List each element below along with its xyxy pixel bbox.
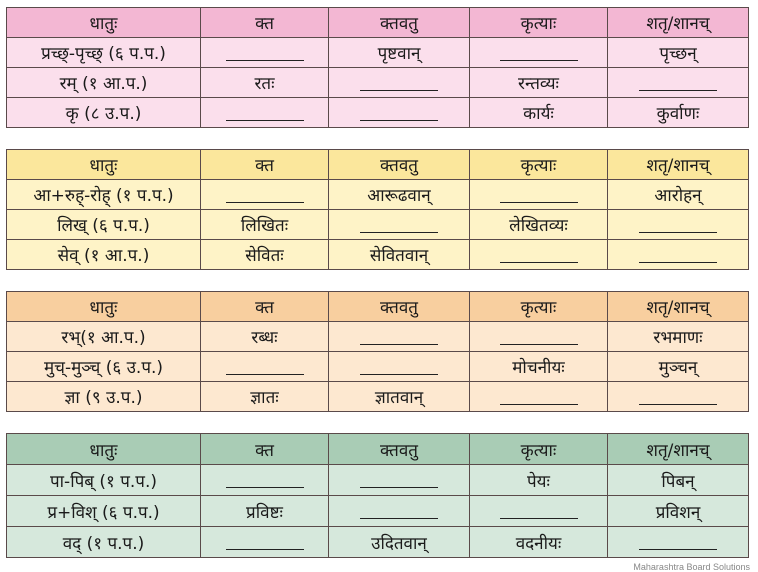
fill-in-blank [500,261,578,263]
cell-dhatu: वद् (१ प.प.) [7,527,201,558]
watermark-text: Maharashtra Board Solutions [633,562,750,572]
fill-in-blank [500,403,578,405]
cell-dhatu: सेव् (१ आ.प.) [7,240,201,270]
cell-shatru-shanach [608,240,749,270]
cell-krtya: कार्यः [470,98,608,128]
cell-ktavatu: उदितवान् [329,527,470,558]
column-header-dhatu: धातुः [7,434,201,465]
cell-krtya [470,240,608,270]
header-row [7,292,749,322]
cell-ktavatu [329,210,470,240]
verb-table-3 [6,291,749,412]
column-header-krtya: कृत्याः [470,292,608,322]
cell-ktavatu: आरूढवान् [329,180,470,210]
cell-kta: ज्ञातः [201,382,329,412]
cell-dhatu: प्रच्छ्-पृच्छ् (६ प.प.) [7,38,201,68]
cell-kta [201,352,329,382]
fill-in-blank [639,89,717,91]
fill-in-blank [226,373,304,375]
cell-ktavatu: ज्ञातवान् [329,382,470,412]
cell-kta [201,180,329,210]
table-row [7,382,749,412]
cell-dhatu: लिख् (६ प.प.) [7,210,201,240]
column-header-dhatu: धातुः [7,150,201,180]
fill-in-blank [360,343,438,345]
cell-ktavatu [329,322,470,352]
table-row [7,496,749,527]
table-row [7,465,749,496]
cell-ktavatu [329,68,470,98]
cell-ktavatu [329,496,470,527]
fill-in-blank [500,59,578,61]
column-header-kta: क्त [201,434,329,465]
fill-in-blank [639,231,717,233]
cell-shatru-shanach: मुञ्चन् [608,352,749,382]
column-header-dhatu: धातुः [7,8,201,38]
fill-in-blank [639,548,717,550]
fill-in-blank [360,231,438,233]
fill-in-blank [360,517,438,519]
cell-kta [201,38,329,68]
cell-dhatu: ज्ञा (९ उ.प.) [7,382,201,412]
fill-in-blank [360,486,438,488]
cell-shatru-shanach: पिबन् [608,465,749,496]
cell-ktavatu [329,98,470,128]
cell-shatru-shanach: पृच्छन् [608,38,749,68]
column-header-krtya: कृत्याः [470,150,608,180]
cell-krtya [470,322,608,352]
cell-dhatu: कृ (८ उ.प.) [7,98,201,128]
verb-table-4 [6,433,749,558]
cell-shatru-shanach: प्रविशन् [608,496,749,527]
cell-dhatu: आ+रुह्-रोह् (१ प.प.) [7,180,201,210]
column-header-shatru-shanach: शतृ/शानच् [608,8,749,38]
column-header-ktavatu: क्तवतु [329,434,470,465]
cell-dhatu: रम् (१ आ.प.) [7,68,201,98]
fill-in-blank [639,403,717,405]
table-row [7,240,749,270]
column-header-ktavatu: क्तवतु [329,8,470,38]
cell-kta: प्रविष्टः [201,496,329,527]
cell-krtya: वदनीयः [470,527,608,558]
cell-krtya: पेयः [470,465,608,496]
cell-ktavatu: सेवितवान् [329,240,470,270]
fill-in-blank [360,119,438,121]
cell-krtya: मोचनीयः [470,352,608,382]
cell-kta [201,527,329,558]
fill-in-blank [226,119,304,121]
cell-shatru-shanach: रभमाणः [608,322,749,352]
fill-in-blank [226,486,304,488]
table-row [7,180,749,210]
cell-dhatu: रभ्(१ आ.प.) [7,322,201,352]
cell-kta: सेवितः [201,240,329,270]
fill-in-blank [500,517,578,519]
cell-ktavatu [329,352,470,382]
cell-krtya [470,180,608,210]
fill-in-blank [360,373,438,375]
fill-in-blank [500,343,578,345]
fill-in-blank [226,548,304,550]
verb-table-2 [6,149,749,270]
cell-kta: रतः [201,68,329,98]
table-row [7,68,749,98]
table-row [7,38,749,68]
cell-shatru-shanach [608,382,749,412]
cell-shatru-shanach: आरोहन् [608,180,749,210]
fill-in-blank [226,201,304,203]
cell-kta: लिखितः [201,210,329,240]
cell-shatru-shanach [608,210,749,240]
cell-krtya: लेखितव्यः [470,210,608,240]
column-header-kta: क्त [201,8,329,38]
cell-shatru-shanach [608,527,749,558]
cell-krtya [470,382,608,412]
cell-dhatu: पा-पिब् (१ प.प.) [7,465,201,496]
column-header-krtya: कृत्याः [470,434,608,465]
header-row [7,8,749,38]
header-row [7,434,749,465]
cell-ktavatu [329,465,470,496]
cell-kta [201,465,329,496]
column-header-ktavatu: क्तवतु [329,150,470,180]
cell-shatru-shanach: कुर्वाणः [608,98,749,128]
column-header-shatru-shanach: शतृ/शानच् [608,434,749,465]
table-row [7,210,749,240]
cell-krtya [470,38,608,68]
column-header-kta: क्त [201,292,329,322]
column-header-ktavatu: क्तवतु [329,292,470,322]
column-header-shatru-shanach: शतृ/शानच् [608,292,749,322]
fill-in-blank [226,59,304,61]
table-row [7,98,749,128]
column-header-kta: क्त [201,150,329,180]
verb-table-1 [6,7,749,128]
column-header-shatru-shanach: शतृ/शानच् [608,150,749,180]
column-header-krtya: कृत्याः [470,8,608,38]
cell-krtya: रन्तव्यः [470,68,608,98]
cell-shatru-shanach [608,68,749,98]
table-row [7,352,749,382]
table-row [7,527,749,558]
fill-in-blank [500,201,578,203]
cell-dhatu: मुच्-मुञ्च् (६ उ.प.) [7,352,201,382]
column-header-dhatu: धातुः [7,292,201,322]
cell-ktavatu: पृष्टवान् [329,38,470,68]
cell-kta [201,98,329,128]
table-row [7,322,749,352]
cell-kta: रब्धः [201,322,329,352]
fill-in-blank [360,89,438,91]
cell-dhatu: प्र+विश् (६ प.प.) [7,496,201,527]
fill-in-blank [639,261,717,263]
header-row [7,150,749,180]
cell-krtya [470,496,608,527]
